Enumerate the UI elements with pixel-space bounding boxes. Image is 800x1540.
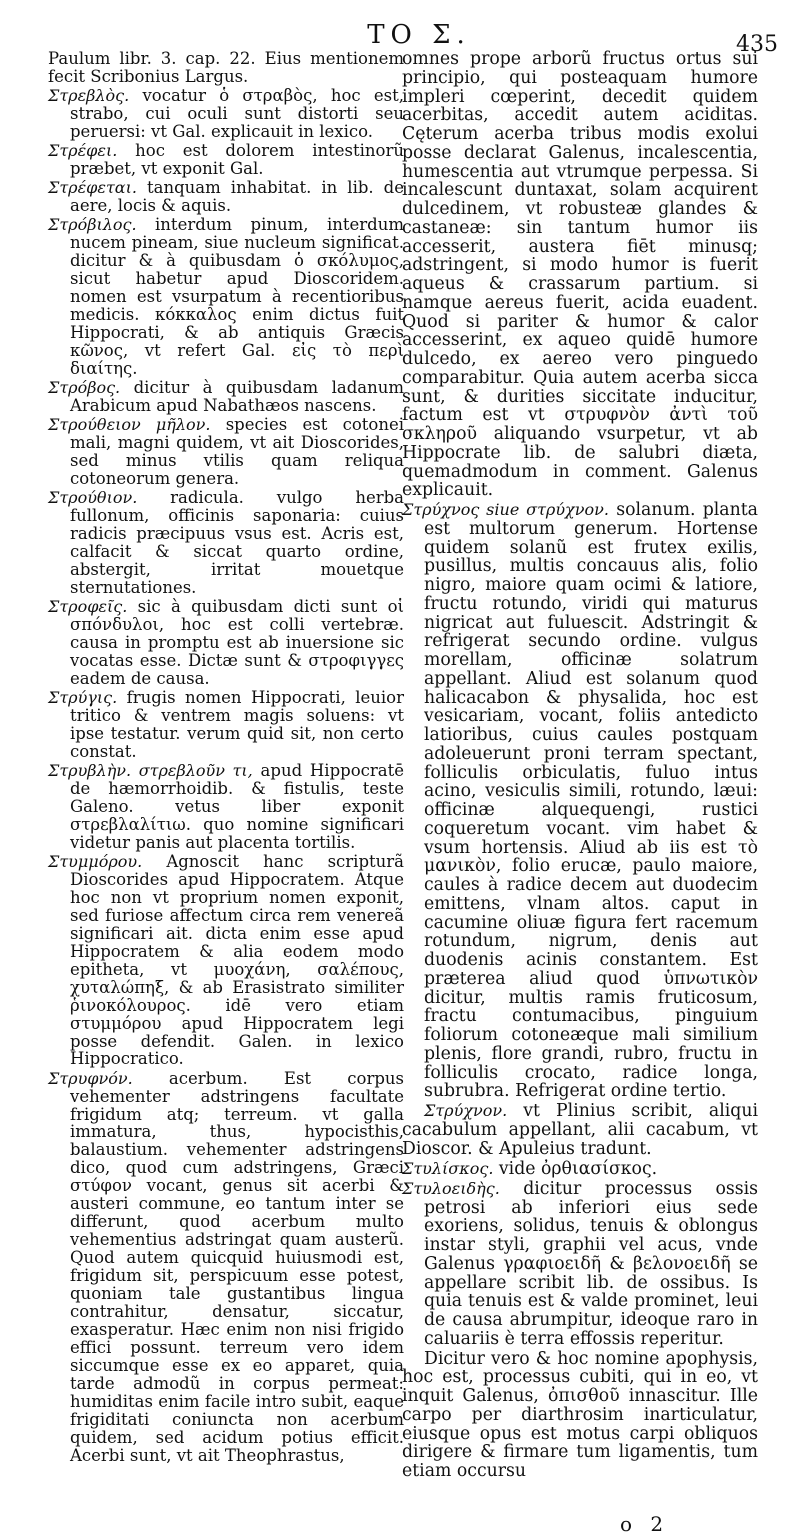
dictionary-entry <box>402 501 758 1101</box>
dictionary-entry <box>48 598 404 688</box>
entry-headword: Στρύχνον. <box>424 1101 508 1121</box>
entry-text: solanum. planta est multorum generum. Hortense quidem solanũ est frutex exilis, pusillus, multis concauus alis, folio nigro, maiore quam ocimi & latiore, fructu rotundo, viridi qui maturus nigricat aut fuluescit. Adstringit & refrigerat secundo ordine. vulgus morellam, officinæ solatrum appellant. Aliud est solanum quod halicacabon & physalida, hoc est vesicariam, vocant, foliis antedicto latioribus, cuius caules postquam adoleuerunt proni terram spectant, folliculis orbiculatis, fuluo intus acino, vesiculis simili, rotundo, læui: officinæ alquequengi, rustici coqueretum vocant. vim habet & vsum hortensis. Aliud ab iis est τὸ μανικὸν, folio erucæ, paulo maiore, caules à radice decem aut duodecim emittens, vlnam altos. caput in cacumine oliuæ figura fert racemum rotundum, nigrum, denis aut duodenis acinis constantem. Est præterea aliud quod ὑπνωτικὸν dicitur, multis ramis fruticosum, fractu contumacibus, pinguium foliorum cotoneæque mali similium plenis, flore grandi, rubro, fructu in folliculis crocato, radice longa, subrubra. Refrigerat ordine tertio. <box>424 500 758 1102</box>
dictionary-entry <box>48 50 404 86</box>
signature-mark: o 2 <box>620 1512 670 1536</box>
entry-headword: Στρύγις. <box>48 688 118 708</box>
entry-text: apud Hippocratē de hæmorrhoidib. & fistulis, teste Galeno. vetus liber exponit στρεβλαλίτιω. quo nomine significari videtur panis aut placenta tortilis. <box>70 761 404 852</box>
entry-headword: Στυλοειδὴς. <box>402 1178 500 1198</box>
left-column <box>48 50 404 1466</box>
dictionary-entry <box>48 142 404 178</box>
entry-text: vocatur ὁ στραβὸς, hoc est, strabo, cui oculi sunt distorti seu peruersi: vt Gal. explicauit in lexico. <box>70 86 404 141</box>
entry-text: frugis nomen Hippocrati, leuior tritico & ventrem magis soluens: vt ipse testatur. verum quid sit, non certo constat. <box>70 688 404 761</box>
entry-text: omnes prope arborũ fructus ortus sui principio, qui posteaquam humore impleri cœperint, decedit quidem acerbitas, accedit autem aciditas. Cęterum acerba tribus modis exolui posse declarat Galenus, incalescentia, humescentia aut vtrumque perpessa. Si incalescunt duntaxat, solam acquirent dulcedinem, vt robusteæ glandes & castaneæ: sin tantum humor iis accesserit, austera fiēt minusq; adstringent, si modo humor is fuerit aqueus & crassarum partium. si namque aereus fuerit, acida euadent. Quod si pariter & humor & calor accesserint, ex aqueo quidē humore dulcedo, ex aereo vero pinguedo comparabitur. Quia autem acerba sicca sunt, & durities siccitate inducitur, factum est vt στρυφνὸν ἀντὶ τοῦ σκληροῦ aliquando vsurpetur, vt ab Hippocrate lib. de salubri diæta, quemadmodum in comment. Galenus explicauit. <box>402 49 758 501</box>
entry-headword: Στρόβιλος. <box>48 215 137 235</box>
page-header <box>0 14 800 57</box>
entry-headword: Στρυφνόν. <box>48 1068 133 1088</box>
dictionary-entry <box>402 1160 758 1179</box>
dictionary-entry <box>48 689 404 761</box>
dictionary-entry <box>402 50 758 500</box>
entry-headword: Στρέφει. <box>48 141 118 161</box>
entry-text: dicitur à quibusdam ladanum Arabicum apud Nabathæos nascens. <box>70 378 404 416</box>
entry-headword: Στρύχνος siue στρύχνον. <box>402 500 609 520</box>
dictionary-entry <box>48 762 404 852</box>
entry-text: acerbum. Est corpus vehementer adstringens facultate frigidum atq; terreum. vt galla immatura, thus, hypocisthis, balaustium. vehementer adstringens dico, quod cum adstringens, Græci στύφον vocant, genus sit acerbi & austeri commune, eo tantum inter se differunt, quod acerbum multo vehementius adstringat quam austerũ. Quod autem quicquid huiusmodi est, frigidum sit, perspicuum esse potest, quoniam tale gustantibus lingua contrahitur, densatur, siccatur, exasperatur. Hæc enim non nisi frigido effici possunt. terreum vero idem siccumque esse ex eo apparet, quia tarde admodũ in corpus permeat: humiditas enim facile intro subit, eaque frigiditati coniuncta non acerbum quidem, sed acidum potius efficit. Acerbi sunt, vt ait Theophrastus, <box>70 1068 404 1465</box>
entry-headword: Στυμμόρου. <box>48 852 143 871</box>
dictionary-entry <box>402 1350 758 1481</box>
entry-headword: Στρέφεται. <box>48 178 137 198</box>
dictionary-entry <box>48 87 404 141</box>
dictionary-entry <box>402 1102 758 1158</box>
dictionary-entry <box>48 379 404 415</box>
dictionary-entry <box>48 416 404 488</box>
entry-headword: Στρούθιον. <box>48 488 138 508</box>
entry-headword: Στρεβλὸς. <box>48 86 130 106</box>
entry-headword: Στρυβλὴν. στρεβλοῦν τι, <box>48 761 253 781</box>
dictionary-entry <box>48 853 404 1068</box>
entry-text: species est cotonei mali, magni quidem, vt ait Dioscorides, sed minus vtilis quam reliqua cotoneorum genera. <box>70 415 404 489</box>
entry-text: vide ὀρθιασίσκος. <box>498 1158 658 1179</box>
dictionary-entry <box>48 489 404 597</box>
entry-text: Paulum libr. 3. cap. 22. Eius mentionem fecit Scribonius Largus. <box>48 49 404 86</box>
entry-text: tanquam inhabitat. in lib. de aere, locis & aquis. <box>70 178 405 216</box>
dictionary-entry <box>48 216 404 378</box>
entry-headword: Στροφεῖς. <box>48 597 128 617</box>
entry-text: radicula. vulgo herba fullonum, officinis saponaria: cuius radicis præcipuus vsus est. Acris est, calfacit & siccat quarto ordine, abstergit, irritat mouetque sternutationes. <box>70 488 404 597</box>
entry-headword: Στυλίσκος. <box>402 1158 494 1178</box>
entry-headword: Στρόβος. <box>48 378 121 398</box>
entry-headword: Στρούθειον μῆλον. <box>48 415 211 435</box>
entry-text: sic à quibusdam dicti sunt οἱ σπόνδυλοι, hoc est colli vertebræ. causa in promptu est ab inuersione sic vocatas esse. Dictæ sunt & στροφιγγες eadem de causa. <box>70 597 404 688</box>
dictionary-entry <box>48 179 404 215</box>
right-column <box>402 50 758 1482</box>
entry-text: interdum pinum, interdum nucem pineam, siue nucleum significat. dicitur & à quibusdam ὁ σκόλυμος, sicut habetur apud Dioscoridem. nomen est vsurpatum à recentioribus medicis. κόκκαλος enim dictus fuit Hippocrati, & ab antiquis Græcis κῶνος, vt refert Gal. εἰς τὸ περὶ διαίτης. <box>70 215 404 378</box>
entry-text: Agnoscit hanc scripturã Dioscorides apud Hippocratem. Atque hoc non vt proprium nomen exponit, sed furiose affectum circa rem venereã significari ait. dicta enim esse apud Hippocratem & alia eodem modo epitheta, vt μυοχάνη, σαλέπους, χυταλώπηξ, & ab Erasistrato similiter ῥινοκόλουρος. idē vero etiam στυμμόρου apud Hippocratem legi posse defendit. Galen. in lexico Hippocratico. <box>70 852 404 1069</box>
entry-text: dicitur processus ossis petrosi ab inferiori eius sede exoriens, solidus, tenuis & oblongus instar styli, graphii vel acus, vnde Galenus γραφιοειδῆ & βελονοειδῆ se appellare scribit lib. de ossibus. Is quia tenuis est & valde prominet, leui de causa abrumpitur, ideoque raro in caluariis è terra effossis reperitur. <box>424 1178 758 1349</box>
entry-text: vt Plinius scribit, aliqui cacabulum appellant, alii cacabum, vt Dioscor. & Apuleius tradunt. <box>402 1101 758 1159</box>
entry-text: Dicitur vero & hoc nomine apophysis, hoc est, processus cubiti, qui in eo, vt inquit Galenus, ὀπισθοῦ innascitur. Ille carpo per diarthrosim inarticulatur, eiusque opus est motus carpi obliquos dirigere & firmare tum ligamentis, tum etiam occursu <box>402 1348 758 1482</box>
page-number: 435 <box>736 32 778 57</box>
running-head: ΤΟ Σ. <box>367 20 471 50</box>
entry-text: hoc est dolorem intestinorũ præbet, vt exponit Gal. <box>70 141 405 179</box>
dictionary-entry <box>402 1180 758 1349</box>
dictionary-entry <box>48 1070 404 1465</box>
